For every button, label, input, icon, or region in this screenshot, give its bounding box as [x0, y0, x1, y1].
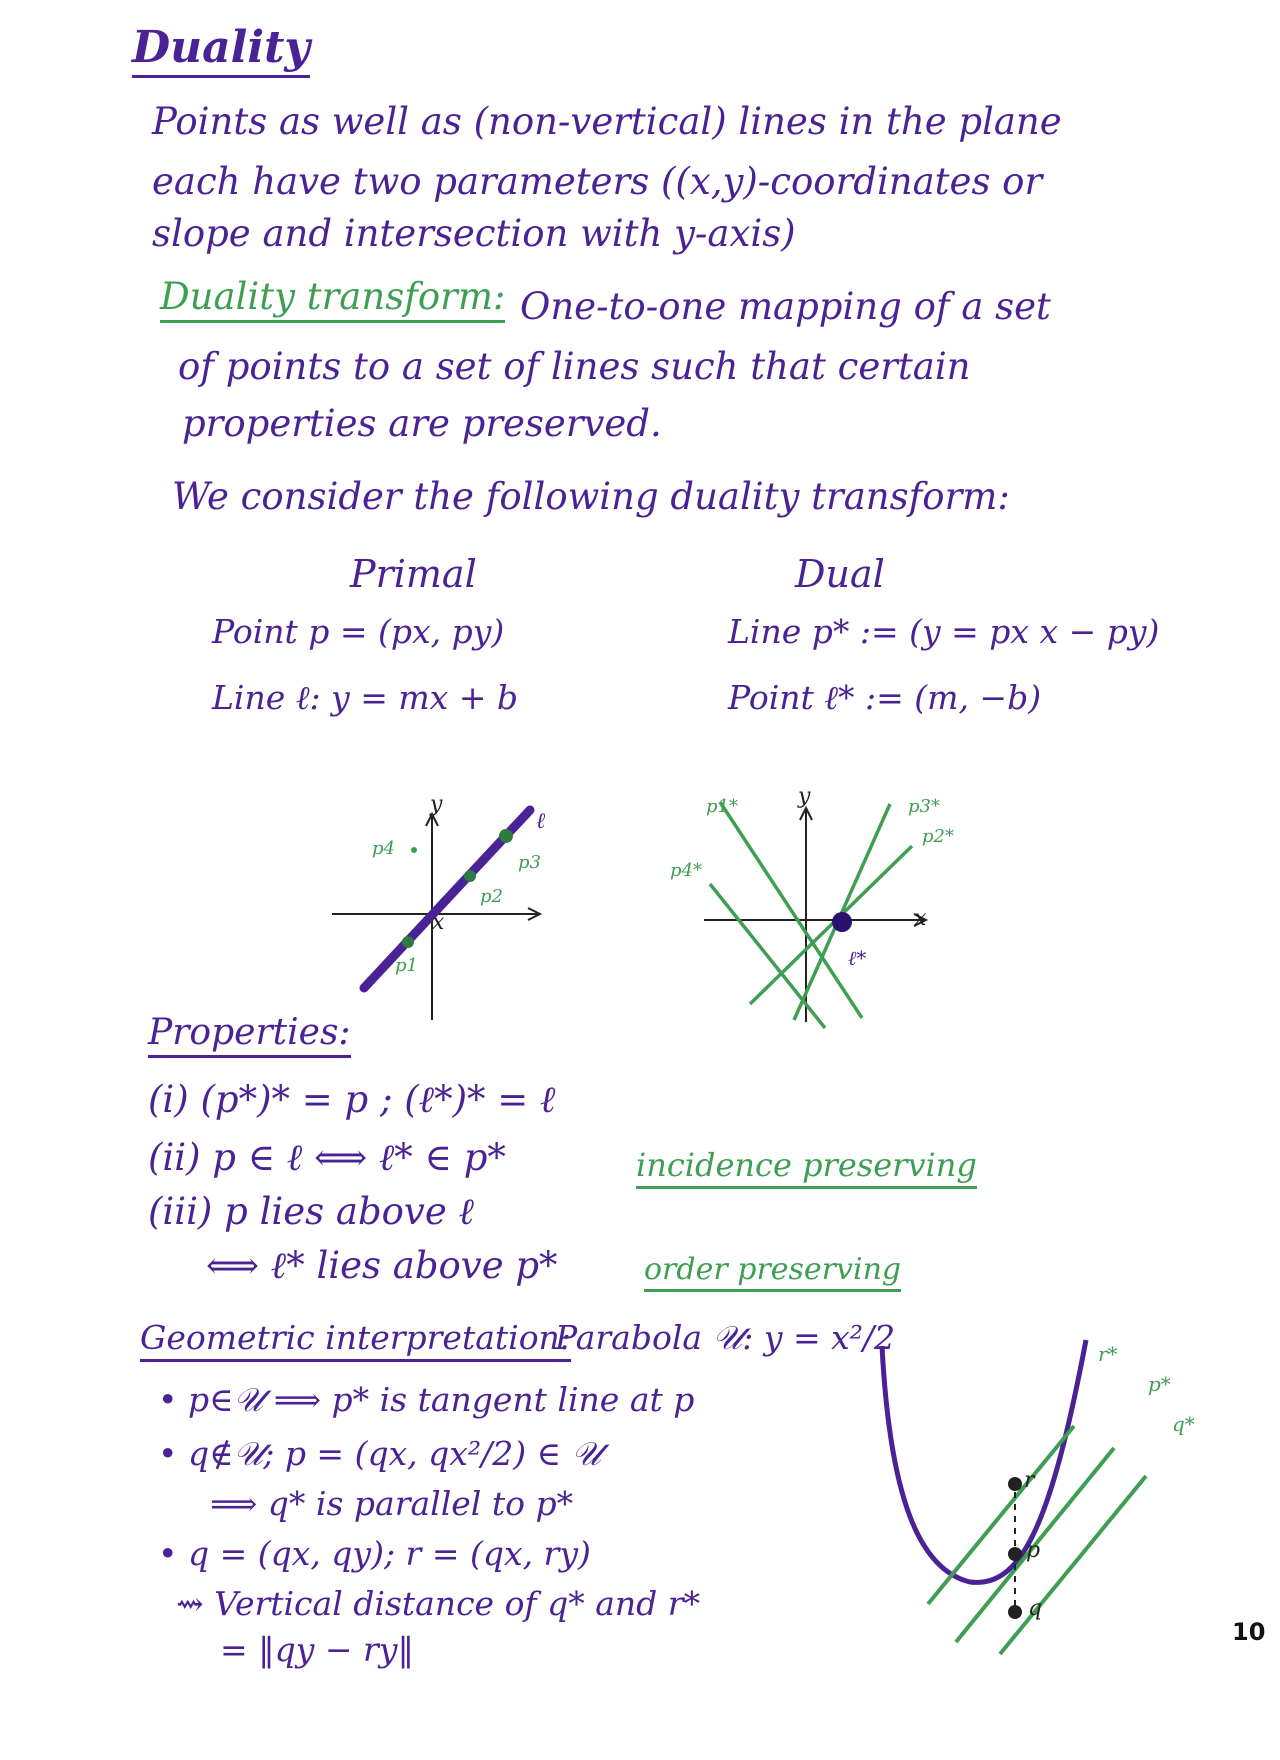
dual-p2-label: p2*	[922, 826, 954, 847]
dual-p1-label: p1*	[706, 796, 738, 817]
primal-y-axis-label: y	[430, 792, 443, 817]
geometric-bullet-3: • q = (qx, qy); r = (qx, ry)	[158, 1534, 591, 1573]
parabola-r-label: r	[1024, 1468, 1035, 1493]
dual-row-2: Point ℓ* := (m, −b)	[728, 678, 1042, 717]
primal-p3-label: p3	[518, 852, 541, 873]
parabola-q-label: q	[1028, 1596, 1043, 1621]
parabola-figure	[860, 1320, 1180, 1660]
dual-p4-label: p4*	[670, 860, 702, 881]
property-iii-note: order preserving	[644, 1252, 901, 1292]
primal-x-axis-label: x	[432, 910, 445, 935]
primal-row-1: Point p = (px, py)	[212, 612, 505, 651]
property-ii: (ii) p ∈ ℓ ⟺ ℓ* ∈ p*	[148, 1136, 506, 1179]
primal-p1-label: p1	[395, 955, 418, 976]
geometric-bullet-1: • p∈𝒰 ⟹ p* is tangent line at p	[158, 1380, 695, 1419]
consider-line: We consider the following duality transform:	[172, 475, 1010, 518]
property-iii-b: ⟺ ℓ* lies above p*	[206, 1244, 558, 1287]
definition-line-1: One-to-one mapping of a set	[520, 285, 1051, 328]
definition-line-3: properties are preserved.	[182, 402, 662, 445]
intro-line-3: slope and intersection with y-axis)	[152, 212, 796, 255]
parabola-p-label: p	[1026, 1538, 1041, 1563]
geometric-heading: Geometric interpretation:	[140, 1318, 571, 1362]
geometric-bullet-2: • q∉𝒰; p = (qx, qx²/2) ∈ 𝒰	[158, 1434, 602, 1473]
geometric-bullet-2b: ⟹ q* is parallel to p*	[210, 1484, 574, 1523]
primal-p2-label: p2	[480, 886, 503, 907]
parabola-p-star-label: p*	[1148, 1372, 1171, 1396]
property-iii: (iii) p lies above ℓ	[148, 1190, 474, 1233]
definition-line-2: of points to a set of lines such that certain	[178, 345, 971, 388]
geometric-bullet-3b: ⇝ Vertical distance of q* and r*	[176, 1584, 701, 1623]
property-ii-note: incidence preserving	[636, 1146, 977, 1189]
dual-x-axis-label: x	[914, 906, 927, 931]
primal-header: Primal	[350, 552, 477, 596]
dual-y-axis-label: y	[798, 784, 811, 809]
page-number: 10	[1232, 1618, 1266, 1646]
intro-line-1: Points as well as (non-vertical) lines in the plane	[152, 100, 1062, 143]
primal-row-2: Line ℓ: y = mx + b	[212, 678, 519, 717]
dual-p3-label: p3*	[908, 796, 940, 817]
definition-term: Duality transform:	[160, 275, 505, 323]
primal-p4-label: p4	[372, 838, 395, 859]
parabola-r-star-label: r*	[1098, 1342, 1118, 1366]
dual-header: Dual	[795, 552, 885, 596]
dual-figure	[690, 780, 960, 1030]
page-title: Duality	[132, 22, 310, 78]
properties-heading: Properties:	[148, 1012, 351, 1058]
geometric-bullet-3c: = ‖qy − ry‖	[220, 1630, 414, 1669]
primal-line-label: ℓ	[536, 809, 546, 834]
property-i: (i) (p*)* = p ; (ℓ*)* = ℓ	[148, 1078, 556, 1121]
parabola-q-star-label: q*	[1172, 1412, 1195, 1436]
dual-l-label: ℓ*	[848, 946, 867, 970]
parabola-definition: Parabola 𝒰: y = x²/2	[555, 1318, 896, 1357]
dual-row-1: Line p* := (y = px x − py)	[728, 612, 1160, 651]
intro-line-2: each have two parameters ((x,y)-coordinates or	[152, 160, 1043, 203]
